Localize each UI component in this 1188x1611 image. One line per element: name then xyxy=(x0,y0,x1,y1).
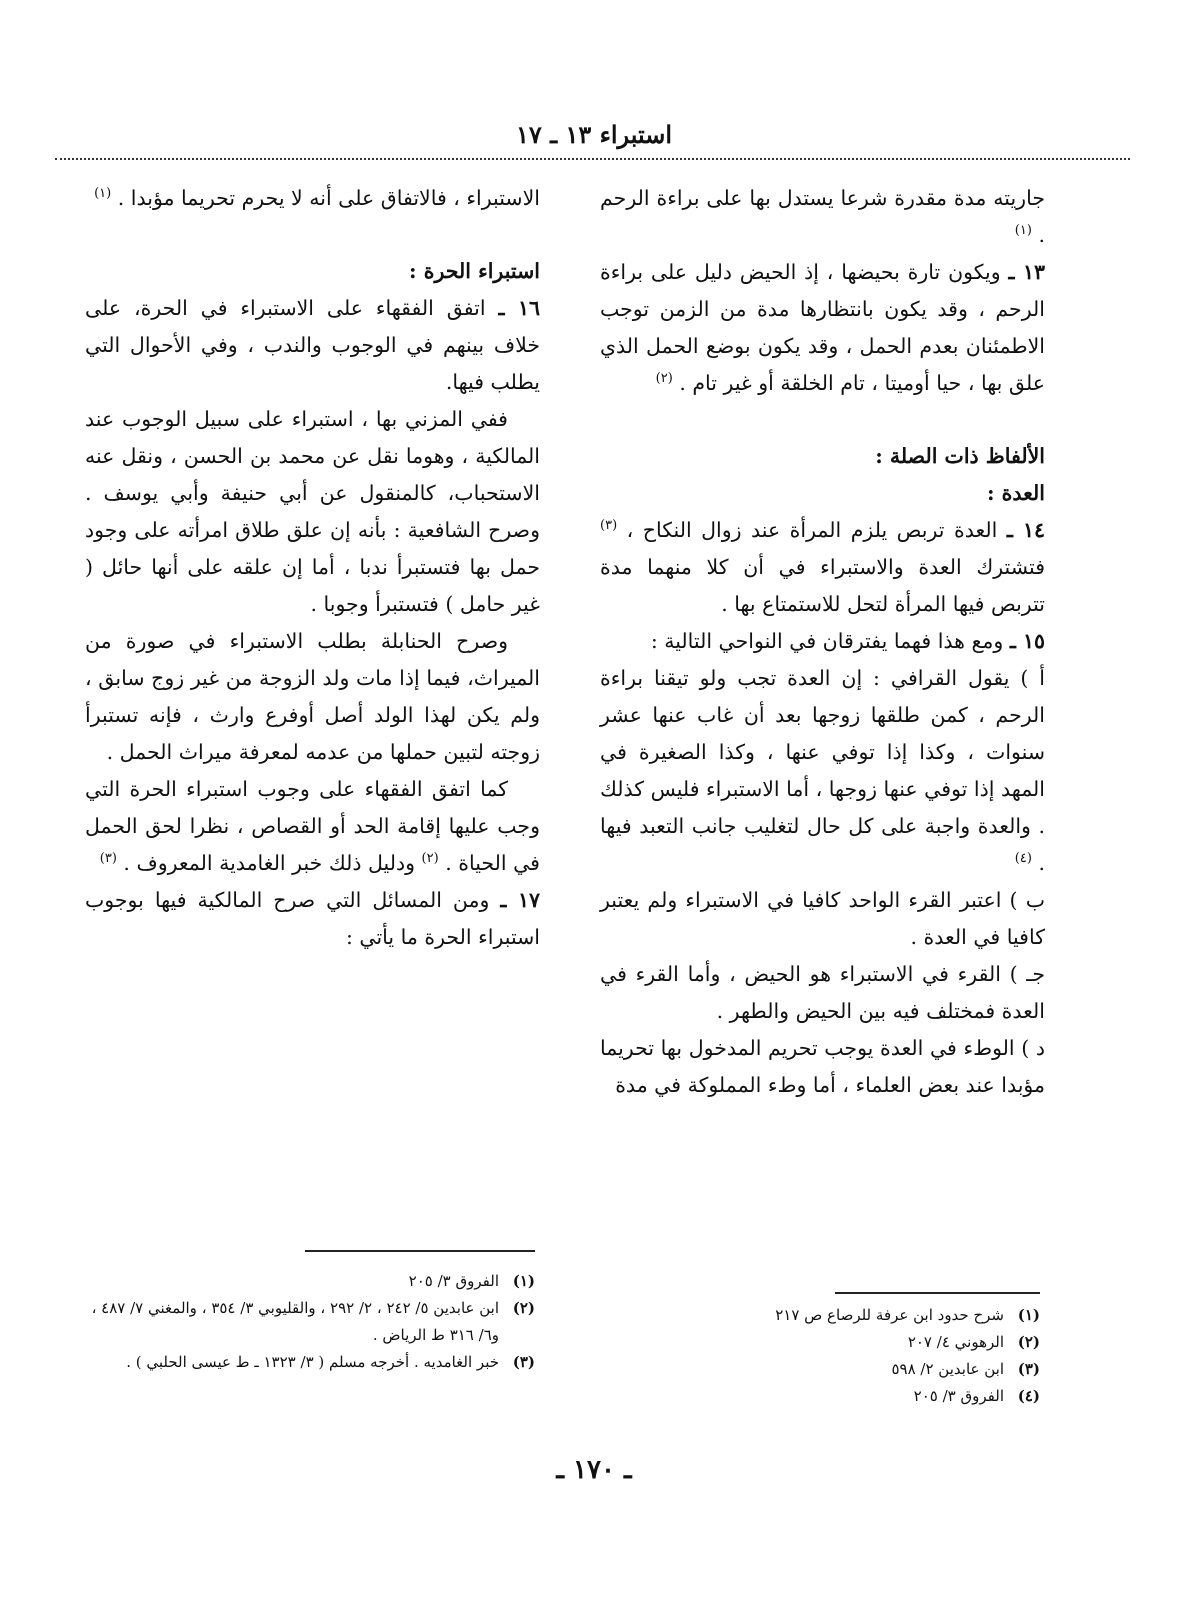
paragraph-number: ١٣ ـ xyxy=(1008,260,1045,284)
footnote-ref: (١) xyxy=(1014,223,1032,239)
paragraph-15: ١٥ ـ ومع هذا فهما يفترقان في النواحي التالية : xyxy=(650,629,1045,653)
right-column xyxy=(600,180,1045,1104)
footnotes-left xyxy=(85,1268,535,1376)
header-dotted-rule xyxy=(55,158,1130,160)
footnote-ref: (٢) xyxy=(655,371,673,387)
section-heading: الألفاظ ذات الصلة : xyxy=(875,444,1045,468)
paragraph: ففي المزني بها ، استبراء على سبيل الوجوب عند المالكية ، وهوما نقل عن محمد بن الحسن ، ونقل عنه الاستحباب، كالمنقول عن أبي حنيفة وأبي يوسف . وصرح الشافعية : بأنه إن علق طلاق امرأته على وجود حمل بها فتستبرأ ندبا ، أما إن علقه على أنها حائل ( غير حامل ) فتستبرأ وجوبا . xyxy=(85,407,540,616)
footnote: (٢) الرهوني ٤/ ٢٠٧ xyxy=(907,1333,1040,1351)
paragraph-number: ١٦ ـ xyxy=(498,296,540,320)
paragraph-number: ١٥ ـ xyxy=(1009,629,1045,653)
running-header: استبراء ١٣ ـ ١٧ xyxy=(515,120,673,149)
paragraph-14: ١٤ ـ العدة تربص يلزم المرأة عند زوال النكاح ، $^{(٣)}$ فتشترك العدة والاستبراء في أن كلا منهما مدة تتربص فيها المرأة لتحل للاستمتاع بها . xyxy=(600,518,1045,616)
paragraph-a: أ ) يقول القرافي : إن العدة تجب ولو تيقنا براءة الرحم ، كمن طلقها زوجها بعد أن غاب عنها عشر سنوات ، وكذا إذا توفي عنها ، وكذا الصغيرة في المهد إذا توفي عنها زوجها ، أما الاستبراء فليس كذلك . والعدة واجبة على كل حال لتغليب جانب التعبد فيها . $^{(٤)}$ xyxy=(600,666,1045,875)
paragraph: الاستبراء ، فالاتفاق على أنه لا يحرم تحريما مؤبدا . $^{(١)}$ xyxy=(94,186,540,210)
paragraph: جاريته مدة مقدرة شرعا يستدل بها على براءة الرحم . $^{(١)}$ xyxy=(600,186,1045,247)
footnote: (١) شرح حدود ابن عرفة للرصاع ص ٢١٧ xyxy=(775,1306,1040,1324)
subsection-heading: العدة : xyxy=(986,481,1045,505)
paragraph-d: د ) الوطء في العدة يوجب تحريم المدخول بها تحريما مؤبدا عند بعض العلماء ، أما وطء المملوكة في مدة xyxy=(600,1036,1045,1097)
footnote: (١) الفروق ٣/ ٢٠٥ xyxy=(408,1272,535,1290)
footnote: (٢) ابن عابدين ٥/ ٢٤٢ ، ٢/ ٢٩٢ ، والقليوبي ٣/ ٣٥٤ ، والمغني ٧/ ٤٨٧ ، و٦/ ٣١٦ ط الرياض . xyxy=(91,1299,535,1344)
footnote-rule xyxy=(835,1292,1040,1294)
footnote-ref: (٤) xyxy=(1014,851,1032,867)
paragraph-c: جـ ) القرء في الاستبراء هو الحيض ، وأما القرء في العدة فمختلف فيه بين الحيض والطهر . xyxy=(600,962,1045,1023)
footnote-ref: (٣) xyxy=(600,518,618,534)
footnote-ref: (٢) xyxy=(421,851,439,867)
footnote-rule xyxy=(305,1250,535,1252)
footnote: (٣) خبر الغامديه . أخرجه مسلم ( ٣/ ١٣٢٣ ـ ط عيسى الحلبي ) . xyxy=(126,1353,535,1371)
section-heading: استبراء الحرة : xyxy=(409,259,540,283)
footnotes-right xyxy=(600,1302,1040,1410)
paragraph: كما اتفق الفقهاء على وجوب استبراء الحرة التي وجب عليها إقامة الحد أو القصاص ، نظرا لحق الحمل في الحياة . $^{(٢)}$ ودليل ذلك خبر الغامدية المعروف . $^{(٣)}$ xyxy=(85,777,540,875)
paragraph-number: ١٤ ـ xyxy=(1006,518,1045,542)
paragraph-13: ١٣ ـ ويكون تارة بحيضها ، إذ الحيض دليل على براءة الرحم ، وقد يكون بانتظارها مدة من الزمن توجب الاطمئنان بعدم الحمل ، وقد يكون بوضع الحمل الذي علق بها ، حيا أوميتا ، تام الخلقة أو غير تام . $^{(٢)}$ xyxy=(600,260,1045,395)
page-number: ـ ١٧٠ ـ xyxy=(556,1455,632,1485)
footnote-ref: (١) xyxy=(94,186,112,202)
left-column xyxy=(85,180,540,956)
footnote: (٣) ابن عابدين ٢/ ٥٩٨ xyxy=(891,1360,1040,1378)
paragraph-16: ١٦ ـ اتفق الفقهاء على الاستبراء في الحرة، على خلاف بينهم في الوجوب والندب ، وفي الأحوال التي يطلب فيها. xyxy=(85,296,540,394)
paragraph-b: ب ) اعتبر القرء الواحد كافيا في الاستبراء ولم يعتبر كافيا في العدة . xyxy=(600,888,1045,949)
paragraph-number: ١٧ ـ xyxy=(500,888,540,912)
footnote-ref: (٣) xyxy=(99,851,117,867)
paragraph: وصرح الحنابلة بطلب الاستبراء في صورة من الميراث، فيما إذا مات ولد الزوجة من غير زوج سابق ، ولم يكن لهذا الولد أصل أوفرع وارث ، فإنه تستبرأ زوجته لتبين حملها من عدمه لمعرفة ميراث الحمل . xyxy=(85,629,540,764)
paragraph-17: ١٧ ـ ومن المسائل التي صرح المالكية فيها بوجوب استبراء الحرة ما يأتي : xyxy=(85,888,540,949)
footnote: (٤) الفروق ٣/ ٢٠٥ xyxy=(913,1387,1040,1405)
